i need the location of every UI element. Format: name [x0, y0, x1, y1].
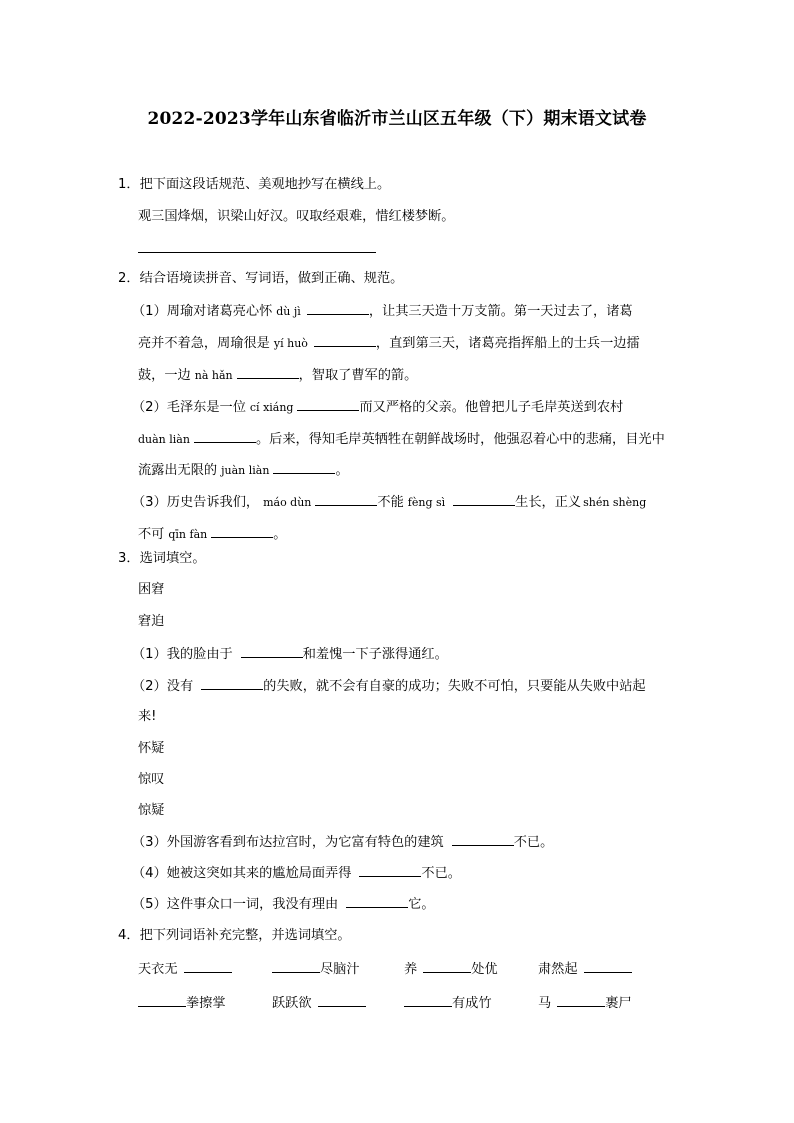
question-3-sentence-4: （4）她被这突如其来的尴尬局面弄得 不已。	[132, 866, 461, 881]
pinyin: fèng sì	[407, 496, 446, 509]
question-2-stem: 2．结合语境读拼音、写词语，做到正确、规范。	[118, 271, 404, 286]
question-2-part-1-line-1: （1）周瑜对诸葛亮心怀 dù jì ，让其三天造十万支箭。第一天过去了，诸葛	[132, 304, 633, 319]
question-2-part-2-line-3: 流露出无限的 juàn liàn 。	[138, 463, 349, 478]
idiom-cell: 肃然起	[538, 960, 632, 979]
idiom-cell: 拳擦掌	[138, 994, 226, 1013]
answer-blank[interactable]	[184, 960, 232, 973]
pinyin: qīn fàn	[168, 528, 208, 541]
answer-blank[interactable]	[237, 366, 299, 379]
answer-blank[interactable]	[423, 960, 471, 973]
question-3-sentence-2: （2）没有 的失败，就不会有自豪的成功；失败不可怕，只要能从失败中站起	[132, 679, 646, 694]
page-title: 2022-2023学年山东省临沂市兰山区五年级（下）期末语文试卷	[147, 109, 647, 129]
answer-blank[interactable]	[201, 677, 263, 690]
idiom-cell: 有成竹	[404, 994, 492, 1013]
answer-blank[interactable]	[315, 493, 377, 506]
question-1-answer-line[interactable]	[138, 240, 376, 259]
idiom-cell: 天衣无	[138, 960, 232, 979]
answer-blank[interactable]	[138, 994, 186, 1007]
pinyin: dù jì	[276, 305, 301, 318]
question-2-part-2-line-2: duàn liàn 。后来，得知毛岸英牺牲在朝鲜战场时，他强忍着心中的悲痛，目光中	[138, 432, 665, 447]
question-2-part-3-line-2: 不可 qīn fàn 。	[138, 527, 287, 542]
answer-blank[interactable]	[273, 461, 335, 474]
answer-blank[interactable]	[404, 994, 452, 1007]
question-3-sentence-1: （1）我的脸由于 和羞愧一下子涨得通红。	[132, 647, 448, 662]
pinyin: máo dùn	[263, 496, 312, 509]
question-3-stem: 3．选词填空。	[118, 551, 206, 566]
pinyin: shén shèng	[583, 496, 647, 509]
answer-blank[interactable]	[359, 864, 421, 877]
question-2-part-2-line-1: （2）毛泽东是一位 cí xiáng 而又严格的父亲。他曾把儿子毛岸英送到农村	[132, 400, 624, 415]
word-option: 惊疑	[138, 803, 165, 818]
answer-blank[interactable]	[314, 334, 376, 347]
word-option: 怀疑	[138, 741, 165, 756]
answer-blank[interactable]	[346, 895, 408, 908]
answer-blank[interactable]	[272, 960, 320, 973]
question-1-text: 观三国烽烟，识梁山好汉。叹取经艰难，惜红楼梦断。	[138, 209, 455, 224]
answer-blank[interactable]	[211, 525, 273, 538]
answer-blank[interactable]	[318, 994, 366, 1007]
word-option: 困窘	[138, 582, 165, 597]
question-2-part-1-line-2: 亮并不着急，周瑜很是 yí huò ，直到第三天，诸葛亮指挥船上的士兵一边擂	[138, 336, 640, 351]
idiom-cell: 尽脑汁	[272, 960, 360, 979]
question-1-stem: 1．把下面这段话规范、美观地抄写在横线上。	[118, 177, 391, 192]
question-4-stem: 4．把下列词语补充完整，并选词填空。	[118, 928, 351, 943]
answer-blank[interactable]	[452, 833, 514, 846]
question-2-part-1-line-3: 鼓，一边 nà hǎn ，智取了曹军的箭。	[138, 368, 418, 383]
answer-blank[interactable]	[453, 493, 515, 506]
idiom-cell: 跃跃欲	[272, 994, 366, 1013]
idiom-cell: 马 裹尸	[538, 996, 632, 1011]
word-option: 惊叹	[138, 772, 165, 787]
answer-blank[interactable]	[297, 398, 359, 411]
question-2-part-3-line-1: （3）历史告诉我们， máo dùn 不能 fèng sì 生长，正义 shén shèng	[132, 495, 647, 510]
pinyin: cí xiáng	[249, 401, 294, 414]
pinyin: duàn liàn	[138, 433, 190, 446]
answer-blank[interactable]	[584, 960, 632, 973]
question-3-sentence-5: （5）这件事众口一词，我没有理由 它。	[132, 897, 435, 912]
pinyin: juàn liàn	[221, 464, 270, 477]
question-3-sentence-3: （3）外国游客看到布达拉宫时，为它富有特色的建筑 不已。	[132, 835, 554, 850]
answer-blank[interactable]	[557, 994, 605, 1007]
answer-blank[interactable]	[307, 302, 369, 315]
answer-blank[interactable]	[241, 645, 303, 658]
idiom-cell: 养 处优	[404, 962, 498, 977]
pinyin: yí huò	[273, 337, 308, 350]
pinyin: nà hǎn	[194, 369, 233, 382]
question-3-sentence-2-cont: 来!	[138, 709, 157, 724]
answer-blank[interactable]	[194, 430, 256, 443]
word-option: 窘迫	[138, 614, 165, 629]
